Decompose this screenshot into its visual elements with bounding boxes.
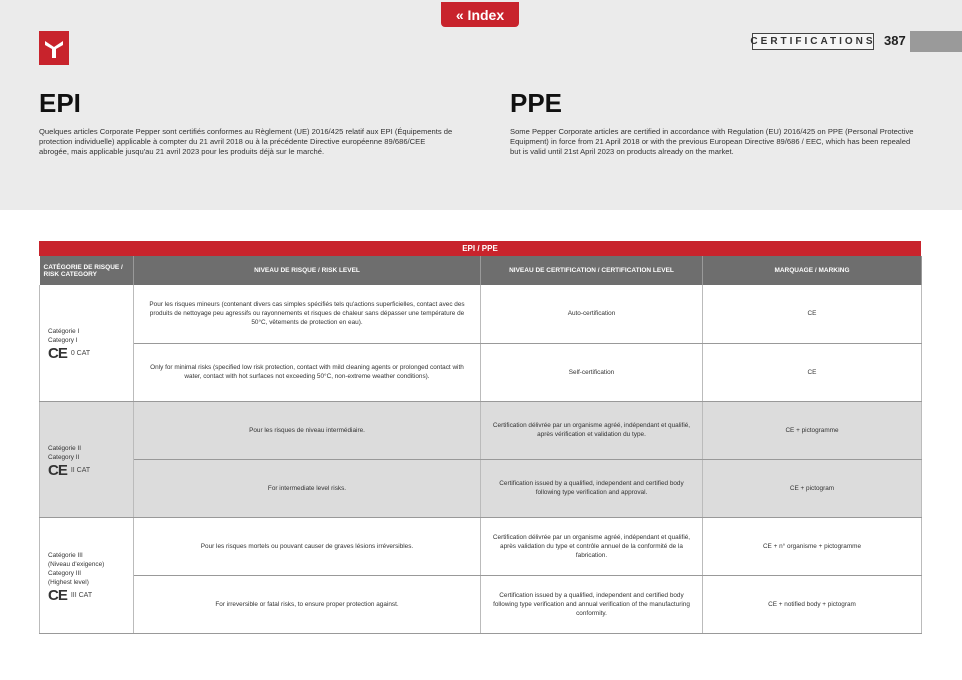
ce-mark: [48, 586, 125, 604]
certification-cell: Auto-certification: [481, 285, 703, 343]
table-row: [40, 285, 922, 343]
header-category: CATÉGORIE DE RISQUE / RISK CATEGORY: [40, 256, 134, 285]
intro-epi: Quelques articles Corporate Pepper sont certifiés conformes au Règlement (UE) 2016/425 relatif aux EPI (Équipements de protection individuelle) applicable à compter du 21 avril 2018 ou à la précédente Directive européenne 89/686/CEE abrogée, mais applicable jusqu'au 21 avril 2023 pour les produits déjà sur le marché.: [39, 127, 453, 157]
category-cell: [40, 401, 134, 517]
header-risk-level: NIVEAU DE RISQUE / RISK LEVEL: [134, 256, 481, 285]
category-label: (Highest level): [48, 578, 89, 586]
top-band: [0, 0, 962, 210]
category-label: Catégorie III: [48, 551, 83, 559]
marking-cell: CE + pictogram: [703, 459, 922, 517]
risk-cell: For intermediate level risks.: [134, 459, 481, 517]
certification-cell: Certification issued by a qualified, independent and certified body following type verification and annual verification of the manufacturing conformity.: [481, 575, 703, 633]
marking-cell: CE: [703, 343, 922, 401]
section-label: CERTIFICATIONS: [752, 33, 874, 50]
ce-mark-icon: CE: [48, 586, 67, 604]
table-title: EPI / PPE: [39, 241, 921, 256]
ce-category-ref: II CAT: [70, 466, 91, 474]
marking-cell: CE + n° organisme + pictogramme: [703, 517, 922, 575]
header-marking: MARQUAGE / MARKING: [703, 256, 922, 285]
certification-cell: Self-certification: [481, 343, 703, 401]
table-header-row: [40, 256, 922, 285]
risk-cell: Pour les risques mineurs (contenant divers cas simples spécifiés tels qu'actions superficielles, contact avec des produits de nettoyage peu agressifs ou rayonnements et risques de chaleur sans dépasser une température de 50°C, vêtements de protection en eau).: [134, 285, 481, 343]
intro-ppe: Some Pepper Corporate articles are certified in accordance with Regulation (EU) 2016/425 on PPE (Personal Protective Equipment) in force from 21 April 2018 or with the previous European Directive 89/686 / EEC, which has been repealed but is valid until 21st April 2023 on products already on the market.: [510, 127, 914, 157]
ce-category-ref: 0 CAT: [70, 350, 91, 358]
ce-mark: [48, 345, 125, 363]
ce-mark-icon: CE: [48, 461, 67, 479]
ce-mark: [48, 461, 125, 479]
risk-cell: Pour les risques mortels ou pouvant causer de graves lésions irréversibles.: [134, 517, 481, 575]
table-row: [40, 459, 922, 517]
category-label: Category II: [48, 453, 80, 461]
certification-table: [39, 241, 921, 634]
risk-cell: Only for minimal risks (specified low risk protection, contact with mild cleaning agents or prolonged contact with water, contact with hot surfaces not exceeding 50°C, non-extreme weather conditions).: [134, 343, 481, 401]
table-row: [40, 401, 922, 459]
category-label: Catégorie I: [48, 328, 80, 336]
category-cell: [40, 285, 134, 401]
category-label: (Niveau d'exigence): [48, 560, 105, 568]
certification-cell: Certification issued by a qualified, independent and certified body following type verification and approval.: [481, 459, 703, 517]
marking-cell: CE + pictogramme: [703, 401, 922, 459]
risk-cell: For irreversible or fatal risks, to ensure proper protection against.: [134, 575, 481, 633]
header-bar: [910, 31, 962, 52]
category-label: Category III: [48, 569, 82, 577]
ce-mark-icon: CE: [48, 345, 67, 363]
table-row: [40, 575, 922, 633]
category-cell: [40, 517, 134, 633]
table: [39, 256, 922, 634]
category-label: Catégorie II: [48, 444, 82, 452]
certification-cell: Certification délivrée par un organisme agréé, indépendant et qualifié, après vérification et validation du type.: [481, 401, 703, 459]
table-row: [40, 343, 922, 401]
header-certification-level: NIVEAU DE CERTIFICATION / CERTIFICATION LEVEL: [481, 256, 703, 285]
ce-category-ref: III CAT: [70, 591, 93, 599]
heading-epi: EPI: [39, 88, 81, 118]
index-button[interactable]: « Index: [441, 2, 519, 27]
brand-logo-icon: [39, 31, 69, 65]
marking-cell: CE: [703, 285, 922, 343]
page-number: 387: [884, 33, 906, 48]
heading-ppe: PPE: [510, 88, 563, 118]
risk-cell: Pour les risques de niveau intermédiaire.: [134, 401, 481, 459]
category-label: Category I: [48, 337, 78, 345]
marking-cell: CE + notified body + pictogram: [703, 575, 922, 633]
table-row: [40, 517, 922, 575]
certification-cell: Certification délivrée par un organisme agréé, indépendant et qualifié, après validation du type et contrôle annuel de la conformité de la fabrication.: [481, 517, 703, 575]
